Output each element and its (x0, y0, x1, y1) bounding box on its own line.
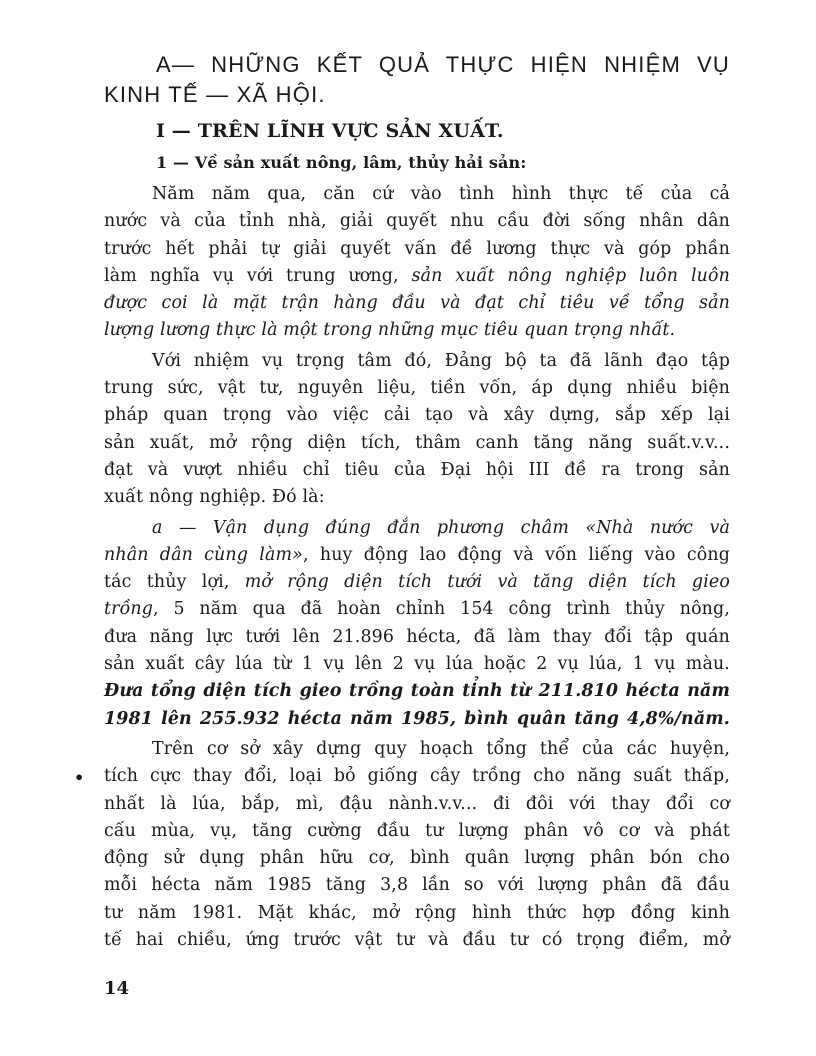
emphasis-run: nhân dân cùng làm» (104, 544, 303, 565)
emphasis-run: trồng (104, 599, 154, 620)
paragraph-1-line (104, 263, 730, 290)
paragraph-4-line: tích cực thay đổi, loại bỏ giống cây trồng cho năng suất thấp, (104, 766, 730, 787)
subheading-production: I — TRÊN LĨNH VỰC SẢN XUẤT. (156, 120, 504, 142)
paragraph-1-line: nước và của tỉnh nhà, giải quyết nhu cầu đời sống nhân dân (104, 211, 730, 232)
page-number: 14 (104, 978, 130, 999)
emphasis-run: sản xuất nông nghiệp luôn luôn (411, 265, 730, 286)
paragraph-3-line: sản xuất cây lúa từ 1 vụ lên 2 vụ lúa hoặc 2 vụ lúa, 1 vụ màu. (104, 654, 730, 675)
paragraph-3-line: Đưa tổng diện tích gieo trồng toàn tỉnh từ 211.810 hécta năm (104, 681, 730, 702)
paragraph-4-line: nhất là lúa, bắp, mì, đậu nành.v.v... đi đôi với thay đổi cơ (104, 793, 730, 814)
paragraph-3-line (104, 542, 730, 569)
paragraph-3 (104, 515, 730, 733)
paragraph-3-line: a — Vận dụng đúng đắn phương châm «Nhà nước và (152, 517, 730, 538)
paragraph-2 (104, 348, 730, 512)
page-body (104, 50, 730, 954)
paragraph-2-line: sản xuất, mở rộng diện tích, thâm canh tăng năng suất.v.v... (104, 432, 730, 453)
paragraph-2-line: trung sức, vật tư, nguyên liệu, tiền vốn, áp dụng nhiều biện (104, 378, 730, 399)
paragraph-2-line: đạt và vượt nhiều chỉ tiêu của Đại hội III đề ra trong sản (104, 459, 730, 480)
paragraph-1-line: trước hết phải tự giải quyết vấn đề lương thực và góp phần (104, 238, 730, 259)
paragraph-2-line: pháp quan trọng vào việc cải tạo và xây dựng, sắp xếp lại (104, 405, 730, 426)
paragraph-3-line (104, 569, 730, 596)
paragraph-4-line: tế hai chiều, ứng trước vật tư và đầu tư có trọng điểm, mở (104, 930, 730, 951)
paragraph-1 (104, 181, 730, 345)
paragraph-3-line: đưa năng lực tưới lên 21.896 hécta, đã làm thay đổi tập quán (104, 626, 730, 647)
paragraph-2-line: xuất nông nghiệp. Đó là: (104, 487, 325, 508)
paragraph-4-line: động sử dụng phân hữu cơ, bình quân lượng phân bón cho (104, 848, 730, 869)
paragraph-4-line: tư năm 1981. Mặt khác, mở rộng hình thức hợp đồng kinh (104, 902, 730, 923)
text-run: , huy động lao động và vốn liếng vào công (302, 544, 730, 565)
text-run: tác thủy lợi, (104, 572, 245, 593)
text-run: làm nghĩa vụ với trung ương, (104, 265, 412, 286)
paragraph-4-line: cấu mùa, vụ, tăng cường đầu tư lượng phân vô cơ và phát (104, 820, 730, 841)
paragraph-1-line: Năm năm qua, căn cứ vào tình hình thực tế của cả (152, 184, 730, 204)
paragraph-3-line (104, 596, 730, 623)
margin-mark: • (74, 768, 85, 787)
paragraph-4 (104, 736, 730, 954)
section-heading-line-1: A— NHỮNG KẾT QUẢ THỰC HIỆN NHIỆM VỤ (156, 52, 730, 77)
emphasis-run: mở rộng diện tích tưới và tăng diện tích gieo (244, 572, 730, 593)
paragraph-4-line: Trên cơ sở xây dựng quy hoạch tổng thể của các huyện, (152, 738, 730, 759)
paragraph-4-line: mỗi hécta năm 1985 tăng 3,8 lần so với lượng phân đã đầu (104, 875, 730, 896)
paragraph-1-line: lượng lương thực là một trong những mục tiêu quan trọng nhất. (104, 320, 676, 341)
paragraph-3-line: 1981 lên 255.932 hécta năm 1985, bình quân tăng 4,8%/năm. (104, 708, 730, 729)
paragraph-1-line: được coi là mặt trận hàng đầu và đạt chỉ tiêu về tổng sản (104, 293, 730, 314)
paragraph-2-line: Với nhiệm vụ trọng tâm đó, Đảng bộ ta đã lãnh đạo tập (152, 350, 730, 371)
text-run: , 5 năm qua đã hoàn chỉnh 154 công trình thủy nông, (153, 599, 730, 620)
subheading-agriculture: 1 — Về sản xuất nông, lâm, thủy hải sản: (156, 153, 527, 172)
section-heading-line-2: KINH TẾ — XÃ HỘI. (104, 82, 326, 107)
